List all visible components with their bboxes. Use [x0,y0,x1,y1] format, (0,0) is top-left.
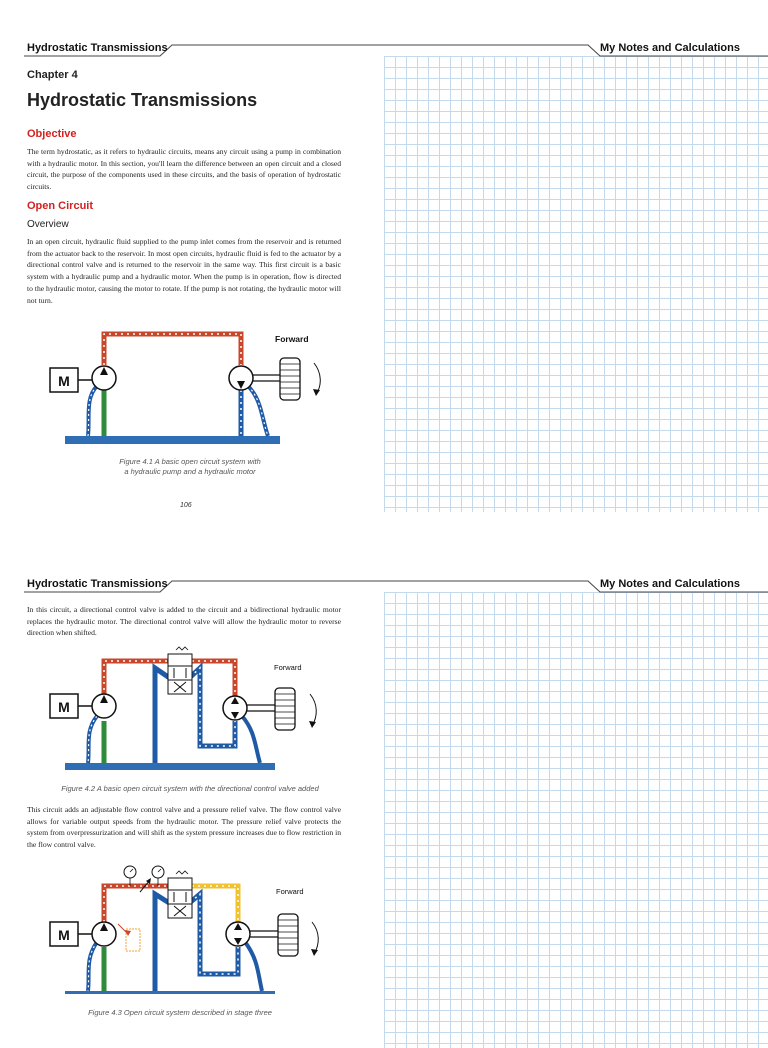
figure-4-1-caption [40,457,340,477]
rotation-arrow-icon [310,694,316,726]
directional-valve-text: In this circuit, a directional control valve is added to the circuit and a bidirectional hydraulic motor replaces the hydraulic motor. The directional control valve will allow the hydraulic motor to reverse direction when shifted. [27,605,341,638]
figure-4-2-diagram [40,646,340,771]
running-header-right: My Notes and Calculations [600,578,740,590]
motor-label: M [58,373,70,389]
directional-control-valve-icon [168,647,192,694]
figure-4-2-caption: Figure 4.2 A basic open circuit system with the directional control valve added [61,784,319,793]
figure-4-3-diagram [40,864,340,994]
open-circuit-heading: Open Circuit [27,200,94,212]
notes-grid [384,592,768,1048]
objective-heading: Objective [27,128,77,140]
forward-label: Forward [275,334,309,344]
wheel-icon [278,914,298,956]
flow-control-text: This circuit adds an adjustable flow control valve and a pressure relief valve. The flow control valve allows for variable output speeds from the hydraulic motor. The pressure relief valve protects the system from overpressurization and will shift as the system pressure increases due to flow restriction in the flow control valve. [27,805,342,850]
running-header-right: My Notes and Calculations [600,42,740,54]
pressure-line [104,334,241,365]
page-107 [0,536,768,1048]
running-header-left: Hydrostatic Transmissions [27,42,168,54]
running-header-left: Hydrostatic Transmissions [27,578,168,590]
figure-4-1-diagram [40,328,340,453]
pump-drain-line [88,386,97,436]
notes-grid [384,56,768,512]
motor-label: M [58,927,70,943]
objective-text: The term hydrostatic, as it refers to hydraulic circuits, means any circuit using a pump in combination with a hydraulic motor. In this section, you'll learn the difference between an open circuit and a closed circuit, the purpose of the components used in these circuits, and the basis of operation of hydrostatic circuits. [27,147,341,192]
overview-heading: Overview [27,219,69,230]
wheel-icon [275,688,295,730]
pressure-line [104,661,168,696]
figure-4-3-caption: Figure 4.3 Open circuit system described in stage three [88,1008,272,1017]
page-106 [0,0,768,512]
figure-4-1-caption-line2: a hydraulic pump and a hydraulic motor [124,467,256,476]
chapter-label: Chapter 4 [27,69,78,81]
motor-drain-line [248,386,268,436]
rotation-arrow-icon [312,922,318,954]
motor-label: M [58,699,70,715]
page-number: 106 [180,502,192,509]
forward-label: Forward [276,887,304,896]
figure-4-1-caption-line1: Figure 4.1 A basic open circuit system with [119,457,261,466]
reservoir [65,436,280,444]
page-title: Hydrostatic Transmissions [27,90,258,110]
reservoir [65,991,275,994]
wheel-icon [280,358,300,400]
forward-label: Forward [274,663,302,672]
directional-control-valve-icon [168,871,192,918]
pressure-line [104,886,168,922]
reservoir [65,763,275,770]
overview-text: In an open circuit, hydraulic fluid supplied to the pump inlet comes from the reservoir and is returned from the actuator back to the reservoir. In most open circuits, hydraulic fluid is fed to the actuator by a directional control valve and is returned to the reservoir in the same way. This first circuit is a basic system with a hydraulic pump and a hydraulic motor. When the pump is in operation, flow is directed to the hydraulic motor, causing the motor to rotate. If the pump is not rotating, the hydraulic motor will not turn. [27,237,341,305]
